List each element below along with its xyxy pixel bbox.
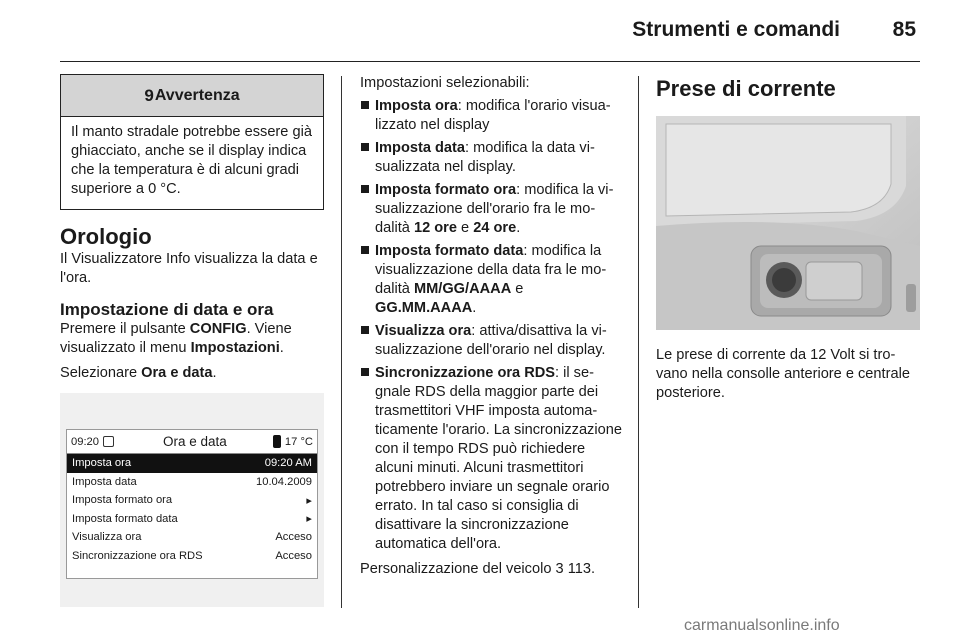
list-item: Imposta data: modifica la data visualizzata nel display. xyxy=(360,139,624,177)
page-header xyxy=(60,0,920,62)
display-title: Ora e data xyxy=(163,434,227,449)
page-number: 85 xyxy=(892,18,916,41)
bullet-icon xyxy=(361,185,369,193)
warning-icon: 9 xyxy=(144,85,154,105)
display-menu-row: Imposta formato ora ▸ xyxy=(72,494,312,507)
display-menu-row: Imposta ora 09:20 AM xyxy=(67,454,317,473)
list-item: Visualizza ora: attiva/disattiva la visualizzazione dell'orario nel display. xyxy=(360,322,624,360)
settings-list xyxy=(360,97,624,554)
thermometer-icon xyxy=(273,435,281,448)
chevron-right-icon: ▸ xyxy=(306,494,312,507)
cross-reference: Personalizzazione del veicolo 3 113. xyxy=(360,561,596,577)
display-illustration xyxy=(60,393,324,607)
display-time: 09:20 xyxy=(71,435,99,448)
warning-text: Il manto stradale potrebbe essere già ghiacciato, anche se il display indica che la temperatura è di alcuni gradi superiore a 0 °C. xyxy=(71,124,312,197)
settings-intro: Impostazioni selezionabili: xyxy=(360,75,530,91)
bullet-icon xyxy=(361,143,369,151)
list-item: Imposta formato data: modifica la visualizzazione della data fra le modalità MM/GG/AAAA e GG.MM.AAAA. xyxy=(360,242,624,318)
power-socket-photo xyxy=(656,116,920,330)
list-item: Sincronizzazione ora RDS: il segnale RDS della maggior parte dei trasmettitori VHF imposta automaticamente l'orario. La sincronizzazione con il tempo RDS può richiedere alcuni minuti. Alcuni trasmettitori potrebbero inviare un segnale orario errato. In tal caso si consiglia di disattivare la sincronizzazione automatica dell'ora. xyxy=(360,364,624,554)
clock-heading: Orologio xyxy=(60,224,152,249)
column-right xyxy=(656,74,920,403)
bullet-icon xyxy=(361,326,369,334)
power-socket-illustration xyxy=(656,116,920,330)
column-divider xyxy=(341,76,342,608)
arrow-reference-icon: 3 xyxy=(555,561,564,577)
chevron-right-icon: ▸ xyxy=(306,513,312,526)
warning-title: Avvertenza xyxy=(154,86,240,104)
header-title: Strumenti e comandi xyxy=(632,18,840,41)
step-config: Premere il pulsante CONFIG. Viene visualizzato il menu Impostazioni. xyxy=(60,321,292,356)
clock-icon xyxy=(103,436,114,447)
list-item: Imposta formato ora: modifica la visualizzazione dell'orario fra le modalità 12 ore e 24 ore. xyxy=(360,181,624,238)
display-menu-row: Visualizza ora Acceso xyxy=(72,531,312,544)
display-menu-row: Imposta data 10.04.2009 xyxy=(72,475,312,488)
set-date-time-heading: Impostazione di data e ora xyxy=(60,300,274,319)
sockets-caption: Le prese di corrente da 12 Volt si trovano nella consolle anteriore e centrale posteriore. xyxy=(656,347,910,401)
step-select: Selezionare Ora e data. xyxy=(60,365,217,381)
display-status-bar xyxy=(67,430,317,454)
column-left xyxy=(60,74,324,607)
sockets-heading: Prese di corrente xyxy=(656,76,836,101)
display-menu-row: Imposta formato data ▸ xyxy=(72,512,312,526)
watermark: carmanualsonline.info xyxy=(684,617,840,634)
clock-intro: Il Visualizzatore Info visualizza la data e l'ora. xyxy=(60,251,318,286)
list-item: Imposta ora: modifica l'orario visualizzato nel display xyxy=(360,97,624,135)
warning-box xyxy=(60,74,324,210)
bullet-icon xyxy=(361,246,369,254)
bullet-icon xyxy=(361,368,369,376)
info-display xyxy=(66,429,318,579)
warning-header xyxy=(61,75,323,117)
bullet-icon xyxy=(361,101,369,109)
display-temperature: 17 °C xyxy=(273,435,313,448)
column-middle xyxy=(360,74,624,579)
display-menu-row: Sincronizzazione ora RDS Acceso xyxy=(72,549,312,562)
column-divider xyxy=(638,76,639,608)
